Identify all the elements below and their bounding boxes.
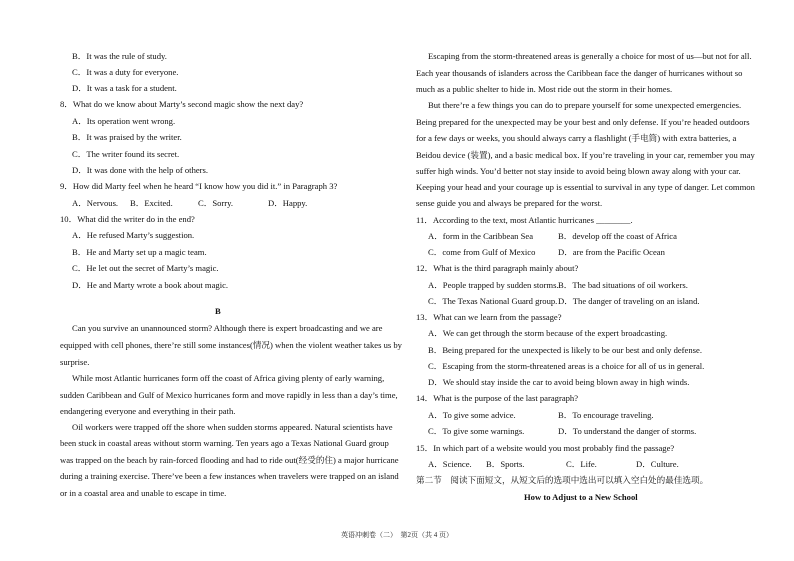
passage-b-line: been stuck in coastal areas without storm warning. Ten years ago a Texas National Guard group [60,438,389,448]
passage-b-line: Oil workers were trapped off the shore when sudden storms appeared. Natural scientists have [72,422,393,432]
passage-b-line: or in a coastal area and unable to escape in time. [60,488,227,498]
q7-option-b: B．It was the rule of study. [72,51,167,61]
q14-option-c: C．To give some warnings. [428,426,525,436]
q14-option-d: D．To understand the danger of storms. [558,426,697,436]
q9-option-d: D．Happy. [268,198,308,208]
passage-b-line: for a few days or weeks, you should always carry a flashlight (手电筒) with extra batteries, a [416,133,737,143]
q9-option-a: A．Nervous. [72,198,119,208]
q12-option-d: D．The danger of traveling on an island. [558,296,700,306]
q7-option-c: C．It was a duty for everyone. [72,67,179,77]
question-14: 14．What is the purpose of the last paragraph? [416,393,579,403]
question-11: 11．According to the text, most Atlantic hurricanes ________. [416,215,633,225]
passage-b-line: Keeping your head and your courage up is essential to survival in any type of danger. Let common [416,182,755,192]
q11-option-c: C．come from Gulf of Mexico [428,247,536,257]
q14-option-b: B．To encourage traveling. [558,410,654,420]
q14-option-a: A．To give some advice. [428,410,516,420]
section-b-heading: B [215,306,221,316]
q15-option-d: D．Culture. [636,459,679,469]
q8-option-a: A．Its operation went wrong. [72,116,176,126]
passage-b-line: surprise. [60,357,90,367]
q10-option-a: A．He refused Marty’s suggestion. [72,230,195,240]
next-passage-title: How to Adjust to a New School [524,492,638,502]
passage-b-line: While most Atlantic hurricanes form off the coast of Africa giving plenty of early warning, [72,373,385,383]
question-13: 13．What can we learn from the passage? [416,312,562,322]
q12-option-b: B．The bad situations of oil workers. [558,280,688,290]
passage-b-line: sense guide you and always be prepared for the worst. [416,198,603,208]
passage-b-line: endangering everyone and everything in their path. [60,406,236,416]
q11-option-d: D．are from the Pacific Ocean [558,247,665,257]
q8-option-c: C．The writer found its secret. [72,149,180,159]
q11-option-a: A．form in the Caribbean Sea [428,231,534,241]
section-2-instructions: 第二节 阅读下面短文，从短文后的选项中选出可以填入空白处的最佳选项。 [416,475,709,485]
passage-b-line: Each year thousands of islanders across the Caribbean face the danger of hurricanes without so [416,68,743,78]
q11-option-b: B．develop off the coast of Africa [558,231,677,241]
q12-option-c: C．The Texas National Guard group. [428,296,558,306]
passage-b-line: was trapped on the beach by rain-forced flooding and had to ride out(经受的住) a major hurricane [60,455,399,465]
q10-option-d: D．He and Marty wrote a book about magic. [72,280,229,290]
q15-option-c: C．Life. [566,459,597,469]
passage-b-line: much as a public shelter to hide in. Most ride out the storm in their homes. [416,84,673,94]
q8-option-b: B．It was praised by the writer. [72,132,182,142]
q13-option-a: A．We can get through the storm because of the expert broadcasting. [428,328,668,338]
q8-option-d: D．It was done with the help of others. [72,165,209,175]
q12-option-a: A．People trapped by sudden storms. [428,280,559,290]
q13-option-c: C．Escaping from the storm-threatened areas is a choice for all of us in general. [428,361,705,371]
question-15: 15．In which part of a website would you most probably find the passage? [416,443,675,453]
q10-option-b: B．He and Marty set up a magic team. [72,247,207,257]
q13-option-b: B．Being prepared for the unexpected is likely to be our best and only defense. [428,345,702,355]
passage-b-line: suffer high winds. You’d better not stay inside to avoid being blown away along with your car. [416,166,741,176]
passage-b-line: equipped with cell phones, there’re still some instances(情况) when the violent weather takes us by [60,340,402,350]
question-10: 10．What did the writer do in the end? [60,214,195,224]
question-9: 9．How did Marty feel when he heard “I know how you did it.” in Paragraph 3? [60,181,338,191]
question-12: 12．What is the third paragraph mainly about? [416,263,579,273]
q9-option-b: B．Excited. [130,198,173,208]
question-8: 8．What do we know about Marty’s second magic show the next day? [60,99,304,109]
q7-option-d: D．It was a task for a student. [72,83,177,93]
passage-b-line: during a training exercise. There’ve been a few instances when travelers were trapped on an island [60,471,399,481]
passage-b-line: Beidou device (装置), and a basic medical box. If you’re traveling in your car, remember you may [416,150,755,160]
q15-option-a: A．Science. [428,459,472,469]
q15-option-b: B．Sports. [486,459,525,469]
passage-b-line: But there’re a few things you can do to prepare yourself for some unexpected emergencies. [428,100,742,110]
page-footer: 英语冲刺卷（二） 第2页（共 4 页） [341,531,453,539]
q13-option-d: D．We should stay inside the car to avoid being blown away in high winds. [428,377,690,387]
passage-b-line: Can you survive an unannounced storm? Although there is expert broadcasting and we are [72,323,383,333]
passage-b-line: sudden Caribbean and Gulf of Mexico hurricanes form and move rapidly in less than a day’s time, [60,390,398,400]
passage-b-line: Being prepared for the unexpected may be your best and only defense. If you’re headed outdoors [416,117,750,127]
q10-option-c: C．He let out the secret of Marty’s magic. [72,263,219,273]
q9-option-c: C．Sorry. [198,198,234,208]
passage-b-line: Escaping from the storm-threatened areas is generally a choice for most of us—but not for all. [428,51,752,61]
